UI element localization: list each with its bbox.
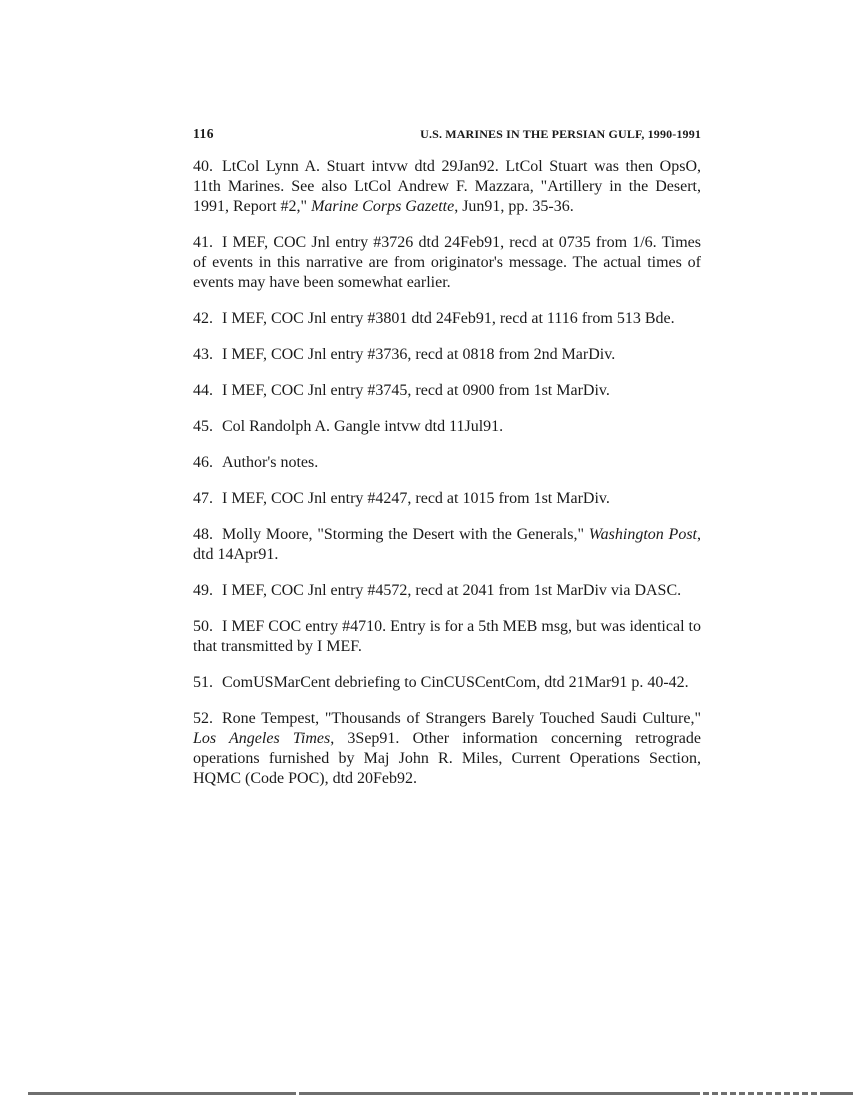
endnote-text: I MEF, COC Jnl entry #3736, recd at 0818 from 2nd MarDiv. [222, 346, 616, 363]
endnote-text: Molly Moore, "Storming the Desert with the Generals," [222, 526, 589, 543]
endnote-number: 51. [193, 674, 213, 691]
endnote-text: I MEF COC entry #4710. Entry is for a 5th MEB msg, but was identical to that transmitted by I MEF. [193, 618, 701, 655]
endnote-number: 49. [193, 582, 213, 599]
endnote-51 [193, 673, 701, 693]
endnote-text: , 3Sep91. Other information concerning retrograde operations furnished by Maj John R. Miles, Current Operations Section, HQMC (Code POC), dtd 20Feb92. [193, 730, 702, 787]
endnote-44 [193, 381, 701, 401]
endnote-40 [193, 157, 701, 217]
endnote-text: LtCol Lynn A. Stuart intvw dtd 29Jan92. LtCol Stuart was then OpsO, 11th Marines. See also LtCol Andrew F. Mazzara, "Artillery in the Desert, 1991, Report #2," [193, 158, 701, 215]
endnote-46 [193, 453, 701, 473]
running-title: U.S. MARINES IN THE PERSIAN GULF, 1990-1991 [420, 127, 701, 141]
endnote-number: 46. [193, 454, 213, 471]
endnote-50 [193, 617, 701, 657]
endnote-49 [193, 581, 701, 601]
endnote-number: 47. [193, 490, 213, 507]
endnote-number: 42. [193, 310, 213, 327]
endnote-number: 50. [193, 618, 213, 635]
endnote-number: 43. [193, 346, 213, 363]
endnote-45 [193, 417, 701, 437]
work-title-italic: Washington Post [588, 526, 697, 543]
endnote-text: , dtd 14Apr91. [193, 526, 701, 563]
running-header [193, 126, 701, 142]
endnote-43 [193, 345, 701, 365]
work-title-italic: Marine Corps Gazette [311, 198, 455, 215]
endnote-42 [193, 309, 701, 329]
endnote-text: ComUSMarCent debriefing to CinCUSCentCom, dtd 21Mar91 p. 40-42. [222, 674, 689, 691]
endnote-number: 45. [193, 418, 213, 435]
endnote-text: , Jun91, pp. 35-36. [454, 198, 574, 215]
endnote-number: 48. [193, 526, 213, 543]
endnote-text: Rone Tempest, "Thousands of Strangers Barely Touched Saudi Culture," [222, 710, 701, 727]
endnote-47 [193, 489, 701, 509]
endnote-41 [193, 233, 701, 293]
endnote-number: 52. [193, 710, 213, 727]
endnote-48 [193, 525, 701, 565]
endnote-number: 44. [193, 382, 213, 399]
endnote-number: 40. [193, 158, 213, 175]
endnote-text: I MEF, COC Jnl entry #4572, recd at 2041 from 1st MarDiv via DASC. [222, 582, 682, 599]
endnote-text: I MEF, COC Jnl entry #3745, recd at 0900 from 1st MarDiv. [222, 382, 610, 399]
endnote-text: Col Randolph A. Gangle intvw dtd 11Jul91. [222, 418, 504, 435]
endnote-text: Author's notes. [222, 454, 319, 471]
endnote-52 [193, 709, 701, 789]
scan-artifact-line [28, 1092, 853, 1095]
scan-line-gap [296, 1092, 299, 1095]
endnote-number: 41. [193, 234, 213, 251]
endnote-text: I MEF, COC Jnl entry #3801 dtd 24Feb91, recd at 1116 from 513 Bde. [222, 310, 675, 327]
scan-line-dashes [700, 1092, 820, 1095]
endnote-text: I MEF, COC Jnl entry #4247, recd at 1015 from 1st MarDiv. [222, 490, 610, 507]
endnotes-list [193, 157, 701, 805]
page-number: 116 [193, 126, 215, 141]
endnote-text: I MEF, COC Jnl entry #3726 dtd 24Feb91, recd at 0735 from 1/6. Times of events in this narrative are from originator's message. The actual times of events may have been somewhat earlier. [193, 234, 701, 291]
work-title-italic: Los Angeles Times [193, 730, 331, 747]
